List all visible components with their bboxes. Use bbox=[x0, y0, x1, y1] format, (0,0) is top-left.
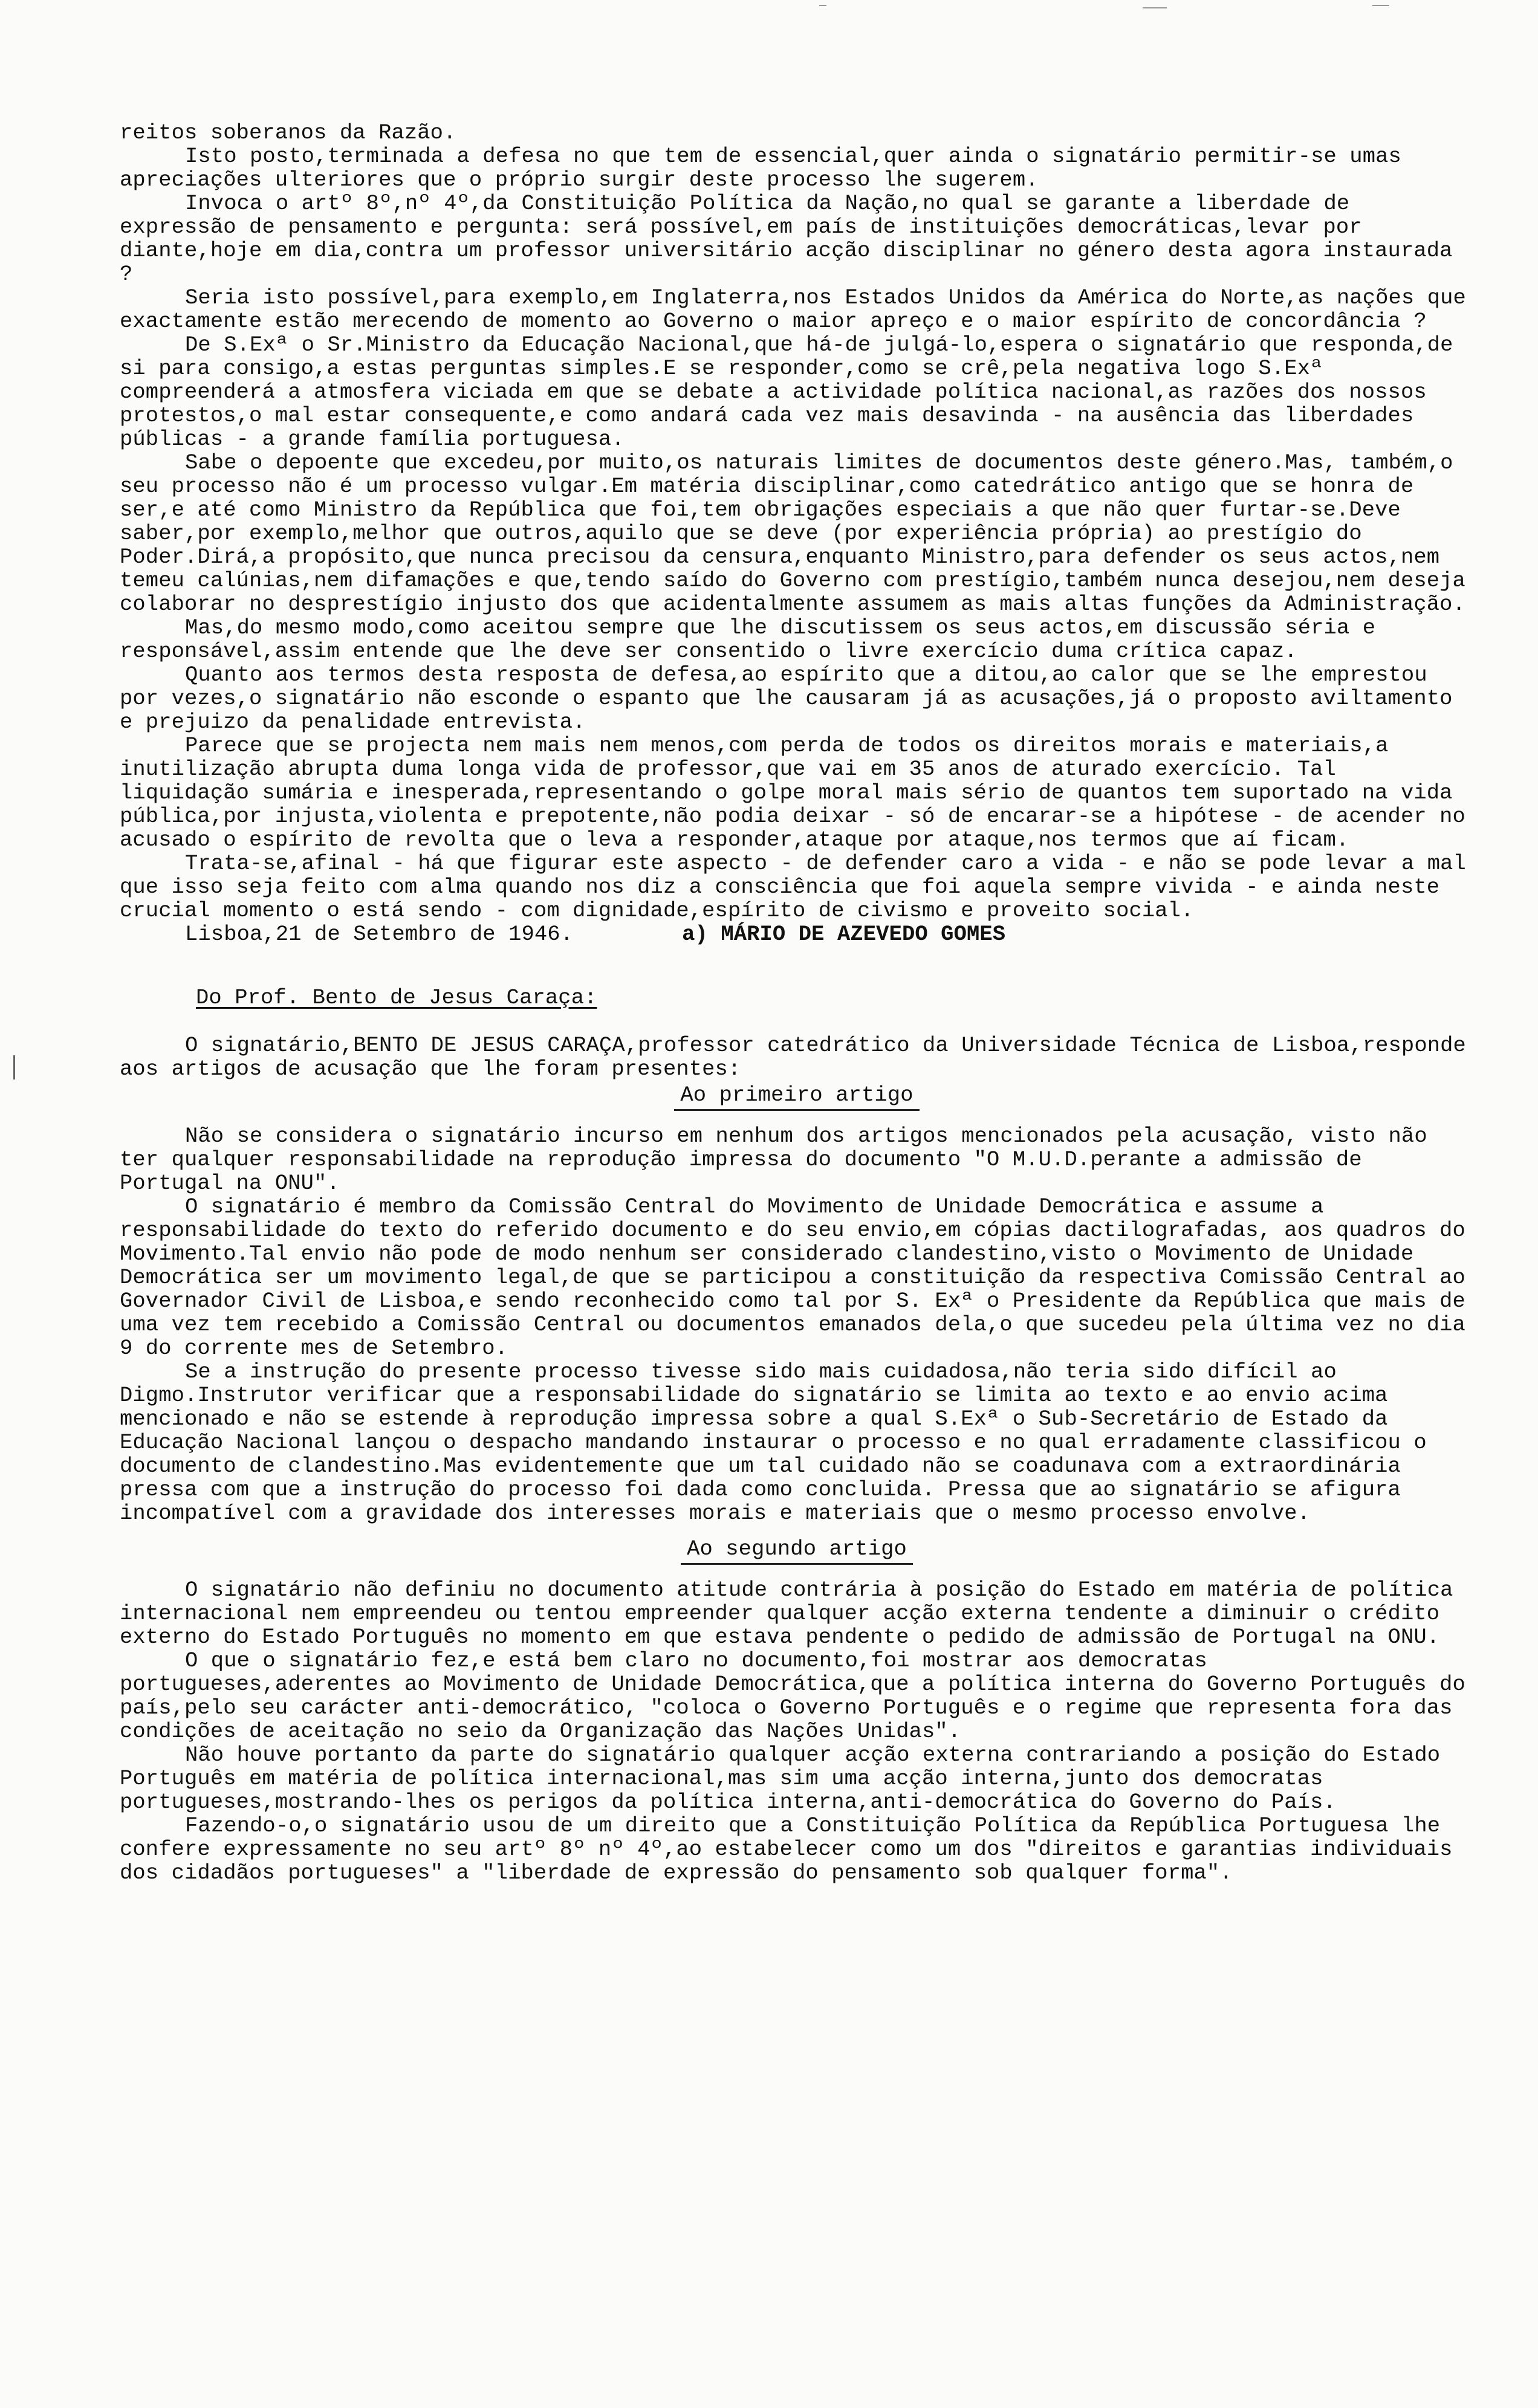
paragraph: Não houve portanto da parte do signatário qualquer acção externa contrariando a posição do Estado Português em matéria de política internacional,mas sim uma acção interna,junto dos democratas portugueses,mostrando-lhes os perigos da política interna,anti-democrática do Governo do País. bbox=[120, 1743, 1441, 1814]
section-title: Do Prof. Bento de Jesus Caraça: bbox=[196, 985, 597, 1010]
scan-mark bbox=[819, 5, 826, 6]
margin-mark bbox=[13, 1055, 15, 1079]
section-intro: O signatário,BENTO DE JESUS CARAÇA,professor catedrático da Universidade Técnica de Lisboa,responde aos artigos de acusação que lhe foram presentes: bbox=[120, 1033, 1466, 1081]
paragraph: O que o signatário fez,e está bem claro no documento,foi mostrar aos democratas portugueses,aderentes ao Movimento de Unidade Democrática,que a política interna do Governo Português do país,pelo seu carácter anti-democrático, "coloca o Governo Português e o regime que representa fora das condições de aceitação no seio da Organização das Nações Unidas". bbox=[120, 1648, 1465, 1744]
article2-heading bbox=[120, 1537, 1474, 1565]
paragraph: Trata-se,afinal - há que figurar este aspecto - de defender caro a vida - e não se pode levar a mal que isso seja feito com alma quando nos diz a consciência que foi aquela sempre vivida - e ainda neste crucial momento o está sendo - com dignidade,espírito de civismo e proveito social. bbox=[120, 851, 1466, 923]
document-body bbox=[120, 121, 1474, 1885]
signature-place-date: Lisboa,21 de Setembro de 1946. bbox=[185, 922, 574, 947]
paragraph: Sabe o depoente que excedeu,por muito,os naturais limites de documentos deste género.Mas, também,o seu processo não é um processo vulgar.Em matéria disciplinar,como catedrático antigo que se honra de ser,e até como Ministro da República que foi,tem obrigações especiais a que não quer furtar-se.Deve saber,por exemplo,melhor que outros,aquilo que se deve (por experiência própria) ao prestígio do Poder.Dirá,a propósito,que nunca precisou da censura,enquanto Ministro,para defender os seus actos,nem temeu calúnias,nem difamações e que,tendo saído do Governo com prestígio,também nunca desejou,nem deseja colaborar no desprestígio injusto dos que acidentalmente assumem as mais altas funções da Administração. bbox=[120, 450, 1465, 617]
paragraph: Fazendo-o,o signatário usou de um direito que a Constituição Política da República Portuguesa lhe confere expressamente no seu artº 8º nº 4º,ao estabelecer como um dos "direitos e garantias individuais dos cidadãos portugueses" a "liberdade de expressão do pensamento sob qualquer forma". bbox=[120, 1813, 1453, 1885]
article2-title: Ao segundo artigo bbox=[681, 1537, 913, 1565]
paragraph: Parece que se projecta nem mais nem menos,com perda de todos os direitos morais e materiais,a inutilização abrupta duma longa vida de professor,que vai em 35 anos de aturado exercício. Tal liquidação sumária e inesperada,representando o golpe moral mais sério de quantos tem suportado na vida pública,por injusta,violenta e prepotente,não podia deixar - só de encarar-se a hipótese - de acender no acusado o espírito de revolta que o leva a responder,ataque por ataque,nos termos que aí ficam. bbox=[120, 733, 1465, 852]
paragraph: Isto posto,terminada a defesa no que tem de essencial,quer ainda o signatário permitir-se umas apreciações ulteriores que o próprio surgir deste processo lhe sugerem. bbox=[120, 144, 1401, 192]
paragraph: Se a instrução do presente processo tivesse sido mais cuidadosa,não teria sido difícil ao Digmo.Instrutor verificar que a responsabilidade do signatário se limita ao texto e ao envio acima mencionado e não se estende à reprodução impressa sobre a qual S.Exª o Sub-Secretário de Estado da Educação Nacional lançou o despacho mandando instaurar o processo e no qual erradamente classificou o documento de clandestino.Mas evidentemente que um tal cuidado não se coadunava com a extraordinária pressa com que a instrução do processo foi dada como concluida. Pressa que ao signatário se afigura incompatível com a gravidade dos interesses morais e materiais que o mesmo processo envolve. bbox=[120, 1359, 1427, 1526]
paragraph-continuation: reitos soberanos da Razão. bbox=[120, 120, 456, 145]
paragraph: Mas,do mesmo modo,como aceitou sempre que lhe discutissem os seus actos,em discussão séria e responsável,assim entende que lhe deve ser consentido o livre exercício duma crítica capaz. bbox=[120, 615, 1376, 664]
article1-title: Ao primeiro artigo bbox=[674, 1083, 919, 1111]
scan-mark bbox=[1143, 7, 1167, 8]
paragraph: Seria isto possível,para exemplo,em Inglaterra,nos Estados Unidos da América do Norte,as nações que exactamente estão merecendo de momento ao Governo o maior apreço e o maior espírito de concordância ? bbox=[120, 285, 1466, 334]
paragraph: Não se considera o signatário incurso em nenhum dos artigos mencionados pela acusação, visto não ter qualquer responsabilidade na reprodução impressa do documento "O M.U.D.perante a admissão de Portugal na ONU". bbox=[120, 1124, 1427, 1196]
paragraph: De S.Exª o Sr.Ministro da Educação Nacional,que há-de julgá-lo,espera o signatário que responda,de si para consigo,a estas perguntas simples.E se responder,como se crê,pela negativa logo S.Exª compreenderá a atmosfera viciada em que se debate a actividade política nacional,as razões dos nossos protestos,o mal estar consequente,e como andará cada vez mais desavinda - na ausência das liberdades públicas - a grande família portuguesa. bbox=[120, 332, 1453, 452]
paragraph: Invoca o artº 8º,nº 4º,da Constituição Política da Nação,no qual se garante a liberdade de expressão de pensamento e pergunta: será possível,em país de instituições democráticas,levar por diante,hoje em dia,contra um professor universitário acção disciplinar no género desta agora instaurada ? bbox=[120, 191, 1453, 286]
paragraph: O signatário é membro da Comissão Central do Movimento de Unidade Democrática e assume a responsabilidade do texto do referido documento e do seu envio,em cópias dactilografadas, aos quadros do Movimento.Tal envio não pode de modo nenhum ser considerado clandestino,visto o Movimento de Unidade Democrática ser um movimento legal,de que se participou a constituição da respectiva Comissão Central ao Governador Civil de Lisboa,e sendo reconhecido como tal por S. Exª o Presidente da República que mais de uma vez tem recebido a Comissão Central ou documentos emanados dela,o que sucedeu pela última vez no dia 9 do corrente mes de Setembro. bbox=[120, 1194, 1465, 1361]
paragraph: Quanto aos termos desta resposta de defesa,ao espírito que a ditou,ao calor que se lhe emprestou por vezes,o signatário não esconde o espanto que lhe causaram já as acusações,já o proposto aviltamento e prejuizo da penalidade entrevista. bbox=[120, 662, 1453, 734]
scan-mark bbox=[1372, 5, 1389, 6]
paragraph: O signatário não definiu no documento atitude contrária à posição do Estado em matéria de política internacional nem empreendeu ou tentou empreender qualquer acção externa tendente a diminuir o crédito externo do Estado Português no momento em que estava pendente o pedido de admissão de Portugal na ONU. bbox=[120, 1578, 1453, 1649]
signature-line bbox=[120, 922, 1474, 946]
signature-name: a) MÁRIO DE AZEVEDO GOMES bbox=[682, 922, 1006, 947]
article1-heading bbox=[120, 1083, 1474, 1111]
